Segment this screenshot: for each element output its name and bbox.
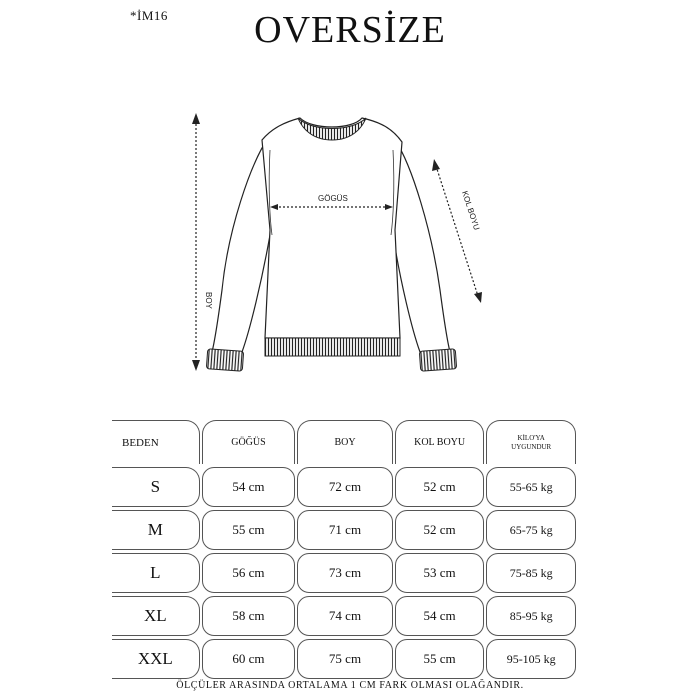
cell-chest: 54 cm xyxy=(202,467,296,507)
size-table xyxy=(112,420,578,682)
table-row xyxy=(112,467,578,510)
cell-size: XXL xyxy=(112,639,200,679)
cell-sleeve: 52 cm xyxy=(395,467,485,507)
table-row xyxy=(112,510,578,553)
length-label: BOY xyxy=(204,292,213,309)
cell-weight: 95-105 kg xyxy=(486,639,576,679)
cell-weight: 75-85 kg xyxy=(486,553,576,593)
cell-weight: 85-95 kg xyxy=(486,596,576,636)
cell-length: 72 cm xyxy=(297,467,393,507)
sleeve-label: KOL BOYU xyxy=(460,189,482,232)
cell-chest: 55 cm xyxy=(202,510,296,550)
header-chest: GÖĞÜS xyxy=(202,420,296,464)
cell-length: 73 cm xyxy=(297,553,393,593)
cell-sleeve: 52 cm xyxy=(395,510,485,550)
table-row xyxy=(112,596,578,639)
left-cuff xyxy=(206,349,243,371)
body xyxy=(262,118,402,338)
cell-sleeve: 55 cm xyxy=(395,639,485,679)
cell-chest: 58 cm xyxy=(202,596,296,636)
cell-length: 74 cm xyxy=(297,596,393,636)
right-cuff xyxy=(419,349,456,371)
cell-weight: 55-65 kg xyxy=(486,467,576,507)
cell-size: M xyxy=(112,510,200,550)
cell-chest: 56 cm xyxy=(202,553,296,593)
cell-size: S xyxy=(112,467,200,507)
cell-sleeve: 53 cm xyxy=(395,553,485,593)
header-size: BEDEN xyxy=(112,420,200,464)
table-row xyxy=(112,639,578,682)
product-code: *İM16 xyxy=(130,8,168,23)
header-weight-line1: KİLO'YA xyxy=(517,433,545,442)
header-length: BOY xyxy=(297,420,393,464)
table-row xyxy=(112,553,578,596)
header-weight xyxy=(486,420,576,464)
cell-chest: 60 cm xyxy=(202,639,296,679)
header-sleeve: KOL BOYU xyxy=(395,420,485,464)
cell-sleeve: 54 cm xyxy=(395,596,485,636)
hem xyxy=(265,338,400,356)
footer-note: ÖLÇÜLER ARASINDA ORTALAMA 1 CM FARK OLMASI OLAĞANDIR. xyxy=(176,680,524,691)
page-title: OVERSİZE xyxy=(254,9,446,51)
table-header-row xyxy=(112,420,578,467)
cell-length: 75 cm xyxy=(297,639,393,679)
cell-size: XL xyxy=(112,596,200,636)
header-weight-line2: UYGUNDUR xyxy=(511,442,552,451)
cell-length: 71 cm xyxy=(297,510,393,550)
cell-size: L xyxy=(112,553,200,593)
left-sleeve xyxy=(212,138,272,352)
chest-label: GÖGÜS xyxy=(318,194,348,203)
cell-weight: 65-75 kg xyxy=(486,510,576,550)
